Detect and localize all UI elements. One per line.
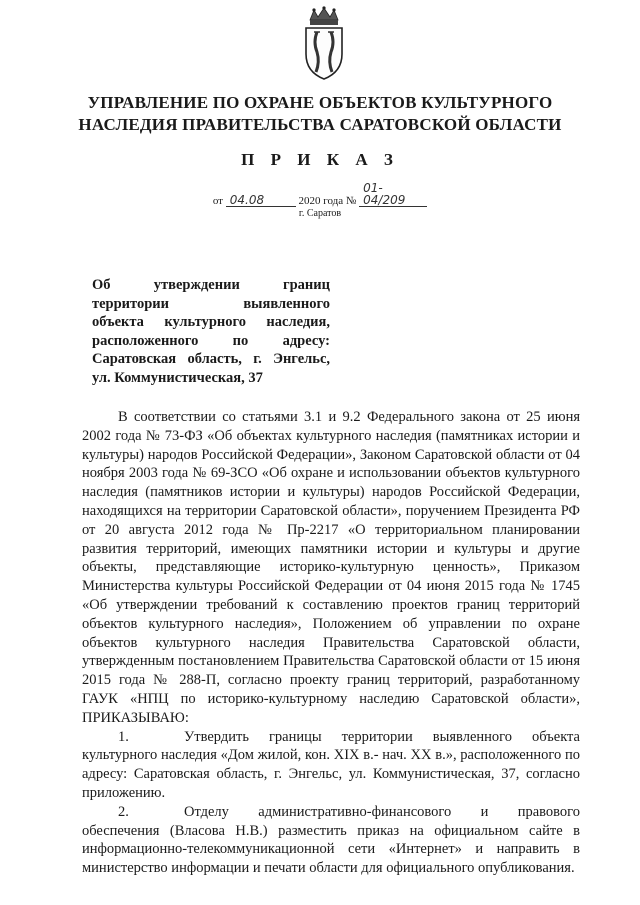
subject-line: Об утверждении границ [92,277,330,293]
subject-line: объекта культурного наследия, [92,314,330,330]
subject-line: расположенного по адресу: [92,332,330,349]
document-body [82,408,580,878]
handwritten-date: 04.08 [226,194,296,207]
subject-line: ул. Коммунистическая, 37 [92,369,263,386]
subject-block [92,276,330,387]
date-number-line [0,182,640,207]
item-text: Отделу административно-финансового и правового обеспечения (Власова Н.В.) разместить приказ на официальном сайте в информационно-телекоммуникационной сети «Интернет» и направить в министерство информации и печати области для официального опубликования. [82,803,580,877]
year-text: 2020 года № [298,195,357,207]
item-number: 1. [118,728,129,745]
city-line: г. Саратов [298,208,342,219]
organization-title-line-1: УПРАВЛЕНИЕ ПО ОХРАНЕ ОБЪЕКТОВ КУЛЬТУРНОГО [87,93,553,112]
coat-of-arms-emblem [298,6,350,82]
order-item-1 [82,728,580,803]
organization-title-line-2: НАСЛЕДИЯ ПРАВИТЕЛЬСТВА САРАТОВСКОЙ ОБЛАСТИ [78,115,562,134]
item-text: Утвердить границы территории выявленного объекта культурного наследия «Дом жилой, кон. XIX в.- нач. XX в.», расположенного по адресу: Саратовская область, г. Энгельс, ул. Коммунистическая, 37, согласно приложению. [82,728,580,801]
date-prefix: от [212,195,223,207]
preamble-paragraph: В соответствии со статьями 3.1 и 9.2 Федерального закона от 25 июня 2002 года № 73-ФЗ «Об объектах культурного наследия (памятниках истории и культуры) народов Российской Федерации», Законом Саратовской области от 04 ноября 2003 года № 69-ЗСО «Об охране и использовании объектов культурного наследия (памятников истории и культуры) народов Российской Федерации, находящихся на территории Саратовской области», поручением Президента РФ от 20 августа 2012 года № Пр-2217 «О территориальном планировании развития территорий, имеющих памятники истории и культуры и другие объекты, представляющие историко-культурную ценность», Приказом Министерства культуры Российской Федерации от 04 июня 2015 года № 1745 «Об утверждении требований к составлению проектов границ территорий объектов культурного наследия», Положением об управлении по охране объектов культурного наследия Правительства Саратовской области, утвержденным постановлением Правительства Саратовской области от 15 июня 2015 года № 288-П, согласно проекту границ территорий, разработанному ГАУК «НПЦ по историко-культурному наследию Саратовской области», ПРИКАЗЫВАЮ: [82,409,580,726]
subject-line: территории выявленного [92,295,330,312]
subject-line: Саратовская область, г. Энгельс, [92,351,330,367]
organization-title [70,92,570,136]
document-type-title: П Р И К А З [241,150,399,169]
handwritten-number: 01-04/209 [359,182,427,207]
order-item-2 [82,803,580,878]
item-number: 2. [118,803,129,820]
